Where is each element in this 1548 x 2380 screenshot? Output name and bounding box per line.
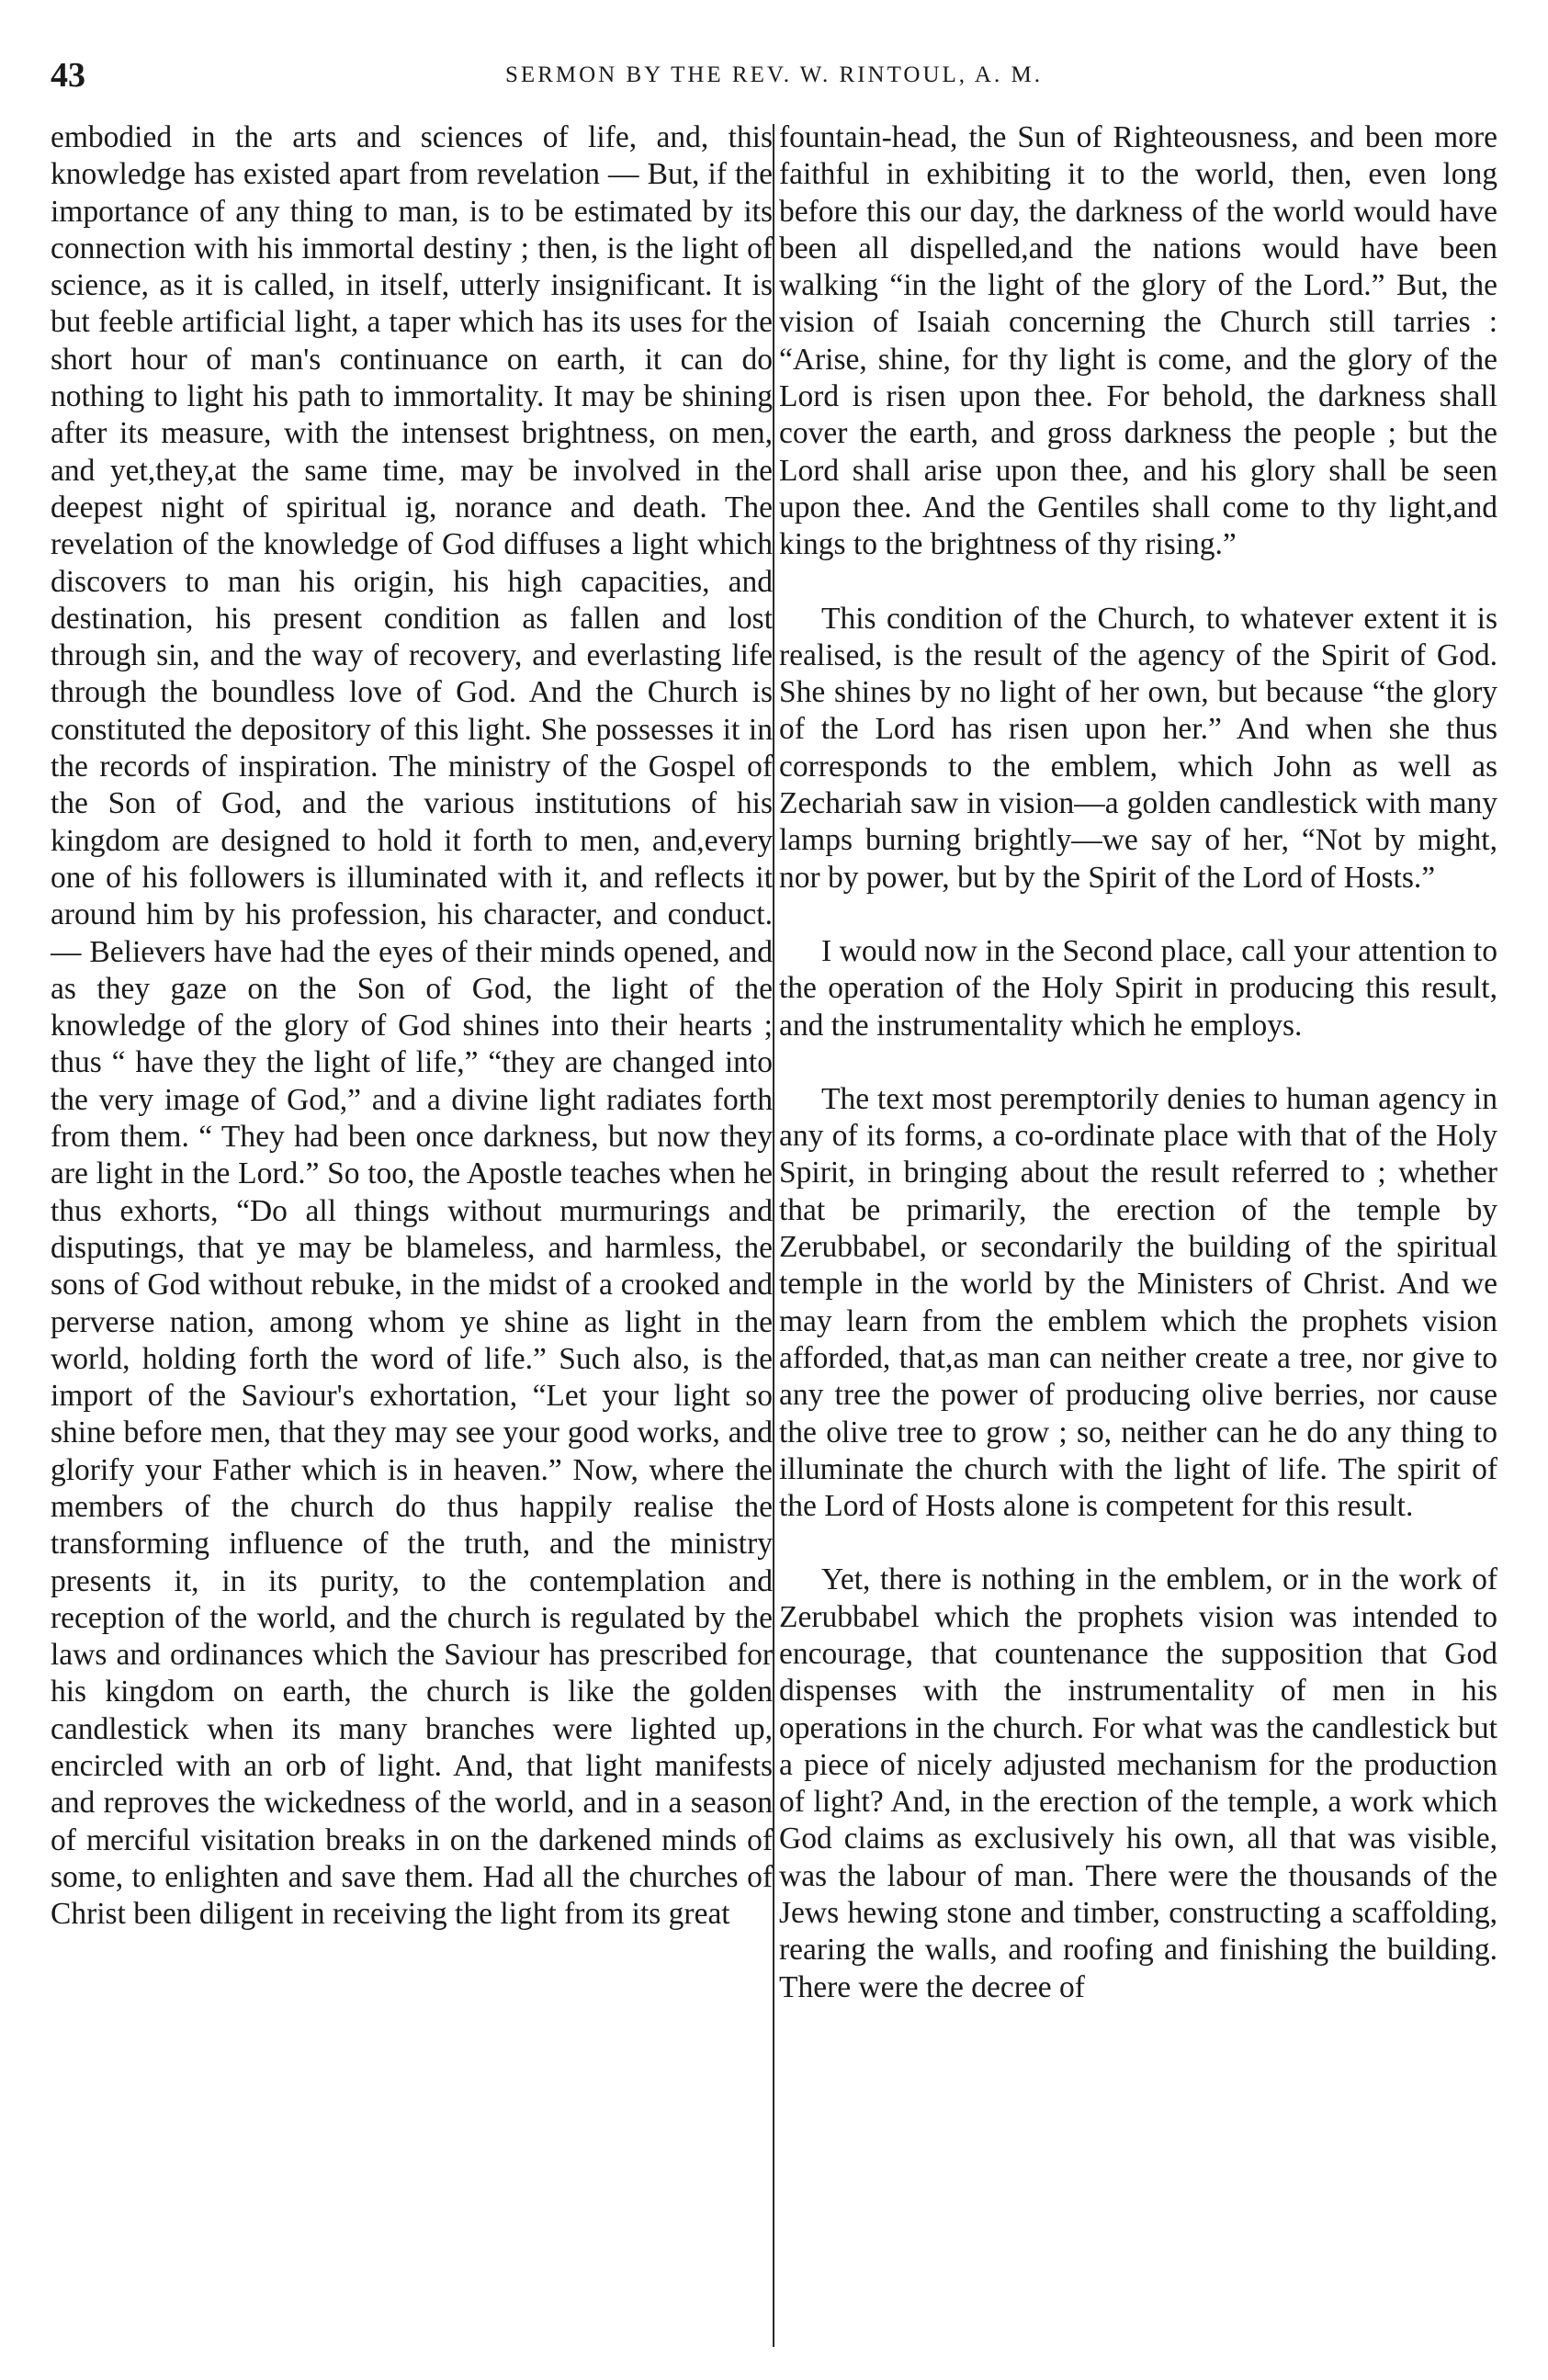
- right-paragraph-5: Yet, there is nothing in the emblem, or in the work of Zerubbabel which the prophets vision was intended to encourage, that countenance the supposition that God dispenses with the instrumentality of men in his operations in the church. For what was the candlestick but a piece of nicely adjusted mechanism for the production of light? And, in the erection of the temple, a work which God claims as exclusively his own, all that was visible, was the labour of man. There were the thousands of the Jews hewing stone and timber, constructing a scaffolding, rearing the walls, and roofing and finishing the building. There were the decree of: [779, 1562, 1497, 2004]
- page-number: 43: [51, 56, 85, 95]
- right-paragraph-2: This condition of the Church, to whatever extent it is realised, is the result of the agency of the Spirit of God. She shines by no light of her own, but because “the glory of the Lord has risen upon her.” And when she thus corresponds to the emblem, which John as well as Zechariah saw in vision—a golden candlestick with many lamps burning brightly—we say of her, “Not by might, nor by power, but by the Spirit of the Lord of Hosts.”: [779, 601, 1497, 895]
- running-head: SERMON BY THE REV. W. RINTOUL, A. M.: [505, 62, 1043, 87]
- left-paragraph-1: embodied in the arts and sciences of life, and, this knowledge has existed apart from revelation — But, if the importance of any thing to man, is to be estimated by its connection with his immortal destiny ; then, is the light of science, as it is called, in itself, utterly insignificant. It is but feeble artificial light, a taper which has its uses for the short hour of man's continuance on earth, it can do nothing to light his path to immortality. It may be shining after its measure, with the intensest brightness, on men, and yet,they,at the same time, may be involved in the deepest night of spiritual ig, norance and death. The revelation of the knowledge of God diffuses a light which discovers to man his origin, his high capacities, and destination, his present condition as fallen and lost through sin, and the way of recovery, and everlasting life through the boundless love of God. And the Church is constituted the depository of this light. She possesses it in the records of inspiration. The ministry of the Gospel of the Son of God, and the various institutions of his kingdom are designed to hold it forth to men, and,every one of his followers is illuminated with it, and reflects it around him by his profession, his character, and conduct.— Believers have had the eyes of their minds opened, and as they gaze on the Son of God, the light of the knowledge of the glory of God shines into their hearts ; thus “ have they the light of life,” “they are changed into the very image of God,” and a divine light radiates forth from them. “ They had been once darkness, but now they are light in the Lord.” So too, the Apostle teaches when he thus exhorts, “Do all things without murmurings and disputings, that ye may be blameless, and harmless, the sons of God without rebuke, in the midst of a crooked and perverse nation, among whom ye shine as light in the world, holding forth the word of life.” Such also, is the import of the Saviour's exhortation, “Let your light so shine before men, that they may see your good works, and glorify your Father which is in heaven.” Now, where the members of the church do thus happily realise the transforming influence of the truth, and the ministry presents it, in its purity, to the contemplation and reception of the world, and the church is regulated by the laws and ordinances which the Saviour has prescribed for his kingdom on earth, the church is like the golden candlestick when its many branches were lighted up, encircled with an orb of light. And, that light manifests and reproves the wickedness of the world, and in a season of merciful visitation breaks in on the darkened minds of some, to enlighten and save them. Had all the churches of Christ been diligent in receiving the light from its great: [51, 120, 773, 1932]
- column-rule: [773, 124, 774, 2347]
- right-paragraph-3: I would now in the Second place, call your attention to the operation of the Holy Spirit in producing this result, and the instrumentality which he employs.: [779, 933, 1497, 1043]
- left-column: [51, 119, 773, 2356]
- right-column: [779, 119, 1497, 2356]
- right-paragraph-4: The text most peremptorily denies to human agency in any of its forms, a co-ordinate place with that of the Holy Spirit, in bringing about the result referred to ; whether that be primarily, the erection of the temple by Zerubbabel, or secondarily the building of the spiritual temple in the world by the Ministers of Christ. And we may learn from the emblem which the prophets vision afforded, that,as man can neither create a tree, nor give to any tree the power of producing olive berries, nor cause the olive tree to grow ; so, neither can he do any thing to illuminate the church with the light of life. The spirit of the Lord of Hosts alone is competent for this result.: [779, 1081, 1497, 1524]
- right-paragraph-1: fountain-head, the Sun of Righteousness, and been more faithful in exhibiting it to the world, then, even long before this our day, the darkness of the world would have been all dispelled,and the nations would have been walking “in the light of the glory of the Lord.” But, the vision of Isaiah concerning the Church still tarries : “Arise, shine, for thy light is come, and the glory of the Lord is risen upon thee. For behold, the darkness shall cover the earth, and gross darkness the people ; but the Lord shall arise upon thee, and his glory shall be seen upon thee. And the Gentiles shall come to thy light,and kings to the brightness of thy rising.”: [779, 120, 1497, 562]
